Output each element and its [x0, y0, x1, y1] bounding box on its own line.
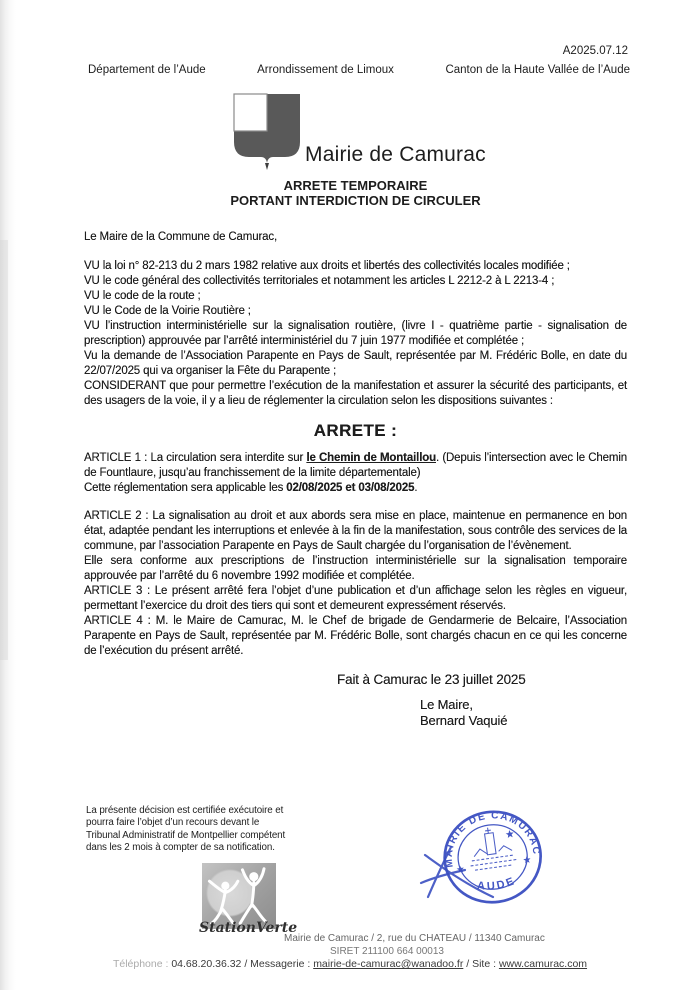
arrete-heading: ARRETE :	[313, 421, 398, 440]
signatory-name: Bernard Vaquié	[420, 713, 508, 728]
recital-item: VU le code général des collectivités territoriales et notamment les articles L 2212-2 à L 2213-4 ;	[84, 275, 555, 287]
email-link[interactable]: mairie-de-camurac@wanadoo.fr	[313, 958, 464, 970]
recital-item: VU l’instruction interministérielle sur la signalisation routière, (livre I - quatrième partie - signalisation de prescription) approuvée par l’arrêté interministériel du 7 juin 1977 modifiée et complétée ;	[84, 320, 627, 347]
recital-item: VU le Code de la Voirie Routière ;	[84, 305, 251, 317]
document-reference: A2025.07.12	[562, 45, 628, 57]
administrative-header	[88, 64, 630, 76]
station-verte-logo	[199, 863, 298, 936]
recital-item: VU la loi n° 82-213 du 2 mars 1982 relative aux droits et libertés des collectivités locales modifiée ;	[84, 260, 570, 272]
article-1-dates-post: .	[414, 482, 418, 494]
article-2-paragraph-2: Elle sera conforme aux prescriptions de l’instruction interministérielle sur la signalisation temporaire approuvée par l’arrêté du 6 novembre 1992 modifiée et complétée.	[84, 555, 627, 582]
document-body	[84, 230, 627, 729]
recital-item: VU le code de la route ;	[84, 290, 201, 302]
footer-address: Mairie de Camurac / 2, rue du CHATEAU / 11340 Camurac	[284, 933, 545, 944]
article-1-text	[84, 451, 627, 481]
scan-streak-artifact	[0, 240, 8, 660]
article-1-lead: ARTICLE 1 : La circulation sera interdite sur	[84, 452, 307, 464]
phone-label: Téléphone :	[112, 958, 172, 970]
signatory-block	[420, 697, 627, 729]
executory-certification-note: La présente décision est certifiée exécutoire et pourra faire l’objet d’un recours devant le Tribunal Administratif de Montpellier compétent dans les 2 mois à compter de sa notification.	[86, 805, 286, 853]
document-title-line1: ARRETE TEMPORAIRE	[283, 178, 428, 193]
closing-block	[84, 672, 627, 729]
article-1-dates: 02/08/2025 et 03/08/2025	[286, 482, 415, 494]
place-and-date: Fait à Camurac le 23 juillet 2025	[337, 672, 526, 687]
arrondissement-label: Arrondissement de Limoux	[257, 64, 394, 76]
station-verte-label: StationVerte	[199, 920, 298, 936]
document-title	[84, 179, 627, 208]
departement-label: Département de l’Aude	[88, 64, 206, 76]
recital-item: Vu la demande de l’Association Parapente en Pays de Sault, représentée par M. Frédéric Bolle, en date du 22/07/2025 qui va organiser la Fête du Parapente ;	[84, 350, 627, 377]
article-2	[84, 509, 627, 584]
opening-line: Le Maire de la Commune de Camurac,	[84, 231, 278, 243]
signature-strokes	[419, 843, 511, 910]
commune-title: Mairie de Camurac	[305, 143, 486, 166]
phone-number: 04.68.20.36.32	[171, 958, 242, 970]
article-1-tail: . (Depuis l’intersection avec le Chemin de Fountlaure, jusqu’au franchissement de la limite départementale)	[84, 452, 627, 479]
canton-label: Canton de la Haute Vallée de l’Aude	[445, 64, 630, 76]
website-link[interactable]: www.camurac.com	[498, 958, 588, 970]
article-2-paragraph-1: ARTICLE 2 : La signalisation au droit et aux abords sera mise en place, maintenue en permanence en bon état, adaptée pendant les interruptions et enlevée à la fin de la manifestation, sous contrôle des services de la commune, par l’association Parapente en Pays de Sault chargée du l’organisation de l’évènement.	[84, 510, 627, 552]
article-1-road-name: le Chemin de Montaillou	[306, 452, 436, 464]
stamp-bottom-text: AUDE	[476, 874, 518, 893]
article-3: ARTICLE 3 : Le présent arrêté fera l’objet d’une publication et d’un affichage selon les règles en vigueur, permettant l’exercice du droit des tiers qui sont et demeurent expressément réservés.	[84, 585, 627, 612]
footer-contact-line	[0, 958, 700, 970]
site-label: / Site :	[463, 958, 499, 970]
document-title-line2: PORTANT INTERDICTION DE CIRCULER	[230, 192, 481, 208]
article-1-dates-pre: Cette réglementation sera applicable les	[84, 482, 287, 494]
stamp-top-text: MAIRIE DE CAMURAC	[443, 810, 542, 869]
footer-siret: SIRET 211100 664 00013	[330, 946, 444, 957]
article-1-dates-line	[84, 481, 627, 496]
commune-shield-icon	[231, 91, 303, 180]
article-1	[84, 451, 627, 496]
messagerie-label: / Messagerie :	[241, 958, 314, 970]
article-4: ARTICLE 4 : M. le Maire de Camurac, M. le Chef de brigade de Gendarmerie de Belcaire, l’Association Parapente en Pays de Sault, représentée par M. Frédéric Bolle, sont chargés chacun en ce qui les concerne de l’exécution du présent arrêté.	[84, 615, 627, 657]
recital-item: CONSIDERANT que pour permettre l’exécution de la manifestation et assurer la sécurité des participants, et des usagers de la voie, il y a lieu de réglementer la circulation selon les dispositions suivantes :	[84, 380, 627, 407]
signatory-role: Le Maire,	[420, 697, 473, 712]
